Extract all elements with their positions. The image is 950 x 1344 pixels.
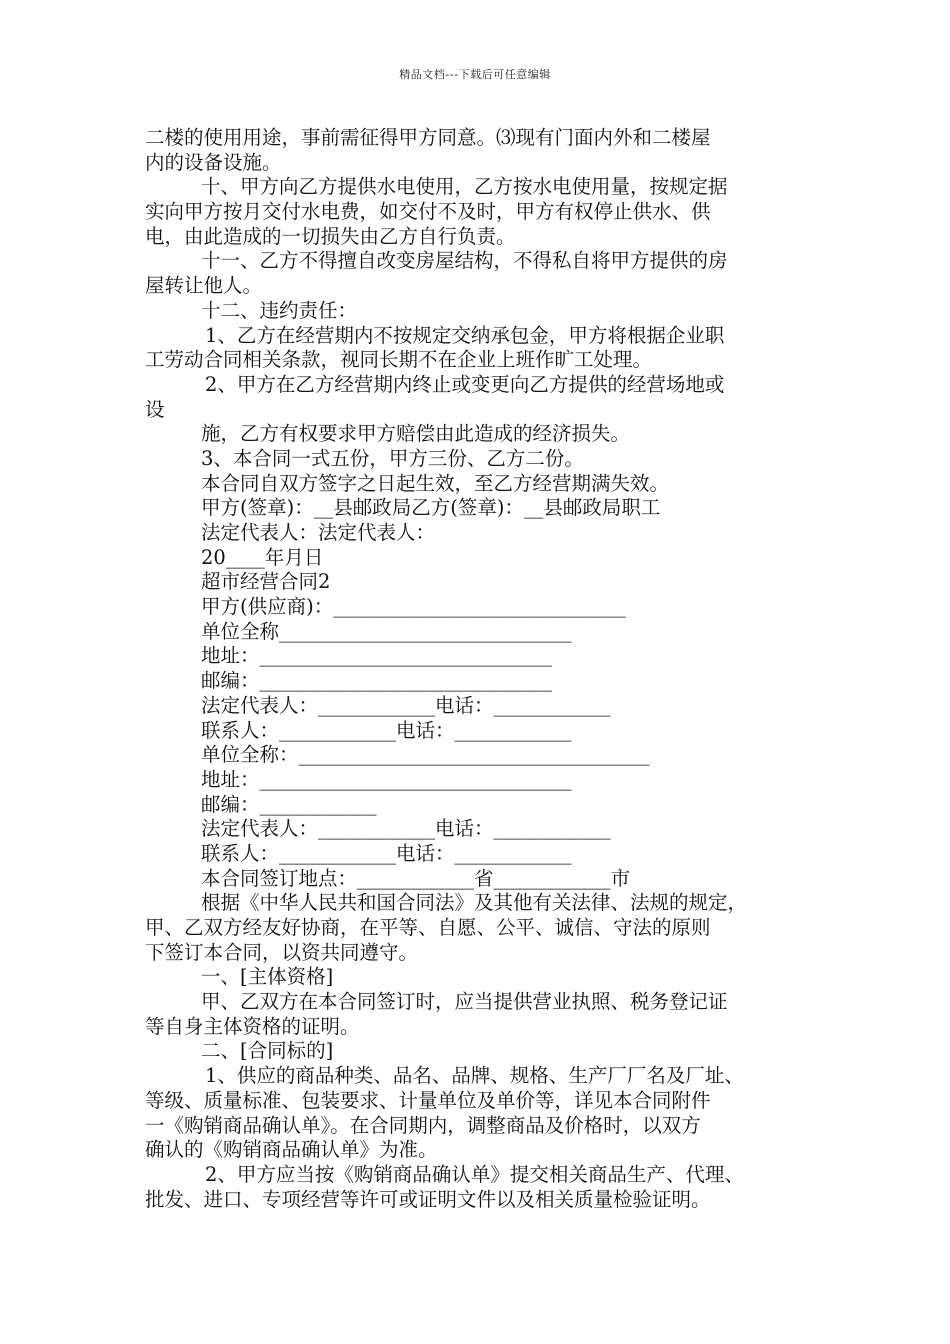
text-line: 地址：______________________________ (201, 644, 553, 668)
text-line: 地址：________________________________ (201, 767, 572, 791)
text-line: 超市经营合同2 (201, 570, 331, 594)
text-line: 3、本合同一式五份，甲方三份、乙方二份。 (201, 446, 584, 470)
text-line: 等级、质量标准、包装要求、计量单位及单价等，详见本合同附件 (145, 1088, 711, 1112)
text-line: 十、甲方向乙方提供水电使用，乙方按水电使用量，按规定据 (201, 175, 728, 199)
text-line: 一《购销商品确认单》。在合同期内，调整商品及价格时，以双方 (145, 1113, 701, 1137)
text-line: 屋转让他人。 (145, 274, 263, 298)
page-header: 精品文档---下载后可任意编辑 (399, 68, 551, 81)
text-line: 电，由此造成的一切损失由乙方自行负责。 (145, 224, 516, 248)
text-line: 下签订本合同，以资共同遵守。 (145, 940, 419, 964)
text-line: 等自身主体资格的证明。 (145, 1014, 360, 1038)
text-line: 1、供应的商品种类、品名、品牌、规格、生产厂厂名及厂址、 (205, 1064, 744, 1088)
document-body (145, 126, 815, 1212)
text-line: 法定代表人：法定代表人： (201, 521, 436, 544)
text-line: 邮编：______________________________ (201, 669, 553, 693)
text-line: 二、[合同标的] (201, 1039, 334, 1063)
text-line: 批发、进口、专项经营等许可或证明文件以及相关质量检验证明。 (145, 1187, 711, 1211)
text-line: 内的设备设施。 (145, 150, 282, 174)
text-line: 1、乙方在经营期内不按规定交纳承包金，甲方将根据企业职 (205, 323, 725, 347)
text-line: 实向甲方按月交付水电费，如交付不及时，甲方有权停止供水、供 (145, 200, 711, 224)
text-line: 工劳动合同相关条款，视同长期不在企业上班作旷工处理。 (145, 348, 653, 372)
text-line: 甲、乙双方在本合同签订时，应当提供营业执照、税务登记证 (201, 990, 728, 1014)
text-line: 十一、乙方不得擅自改变房屋结构，不得私自将甲方提供的房 (201, 249, 728, 273)
text-line: 20____年月日 (201, 545, 324, 569)
text-line: 联系人：____________电话：____________ (201, 718, 572, 742)
text-line: 确认的《购销商品确认单》为准。 (145, 1138, 438, 1162)
text-line: 根据《中华人民共和国合同法》及其他有关法律、法规的规定， (201, 891, 748, 915)
text-line: 本合同自双方签字之日起生效，至乙方经营期满失效。 (201, 471, 670, 495)
text-line: 法定代表人：____________电话：____________ (201, 817, 611, 841)
text-line: 法定代表人：____________电话：____________ (201, 693, 611, 717)
text-line: 单位全称：____________________________________ (201, 743, 650, 767)
text-line: 单位全称______________________________ (201, 619, 572, 643)
text-line: 本合同签订地点：____________省____________市 (201, 866, 631, 890)
text-line: 二楼的使用用途，事前需征得甲方同意。⑶现有门面内外和二楼屋 (145, 126, 711, 149)
text-line: 2、甲方应当按《购销商品确认单》提交相关商品生产、代理、 (205, 1162, 744, 1186)
text-line: 2、甲方在乙方经营期内终止或变更向乙方提供的经营场地或 (205, 372, 725, 396)
text-line: 设 (145, 397, 165, 421)
text-line: 甲方(供应商)：______________________________ (201, 595, 626, 619)
text-line: 一、[主体资格] (201, 965, 334, 989)
text-line: 邮编：____________ (201, 792, 377, 816)
text-line: 甲方(签章)：__县邮政局乙方(签章)：__县邮政局职工 (201, 496, 661, 520)
text-line: 甲、乙双方经友好协商，在平等、自愿、公平、诚信、守法的原则 (145, 916, 711, 939)
text-line: 施，乙方有权要求甲方赔偿由此造成的经济损失。 (201, 422, 631, 446)
text-line: 十二、违约责任： (201, 298, 358, 322)
text-line: 联系人：____________电话：____________ (201, 841, 572, 865)
